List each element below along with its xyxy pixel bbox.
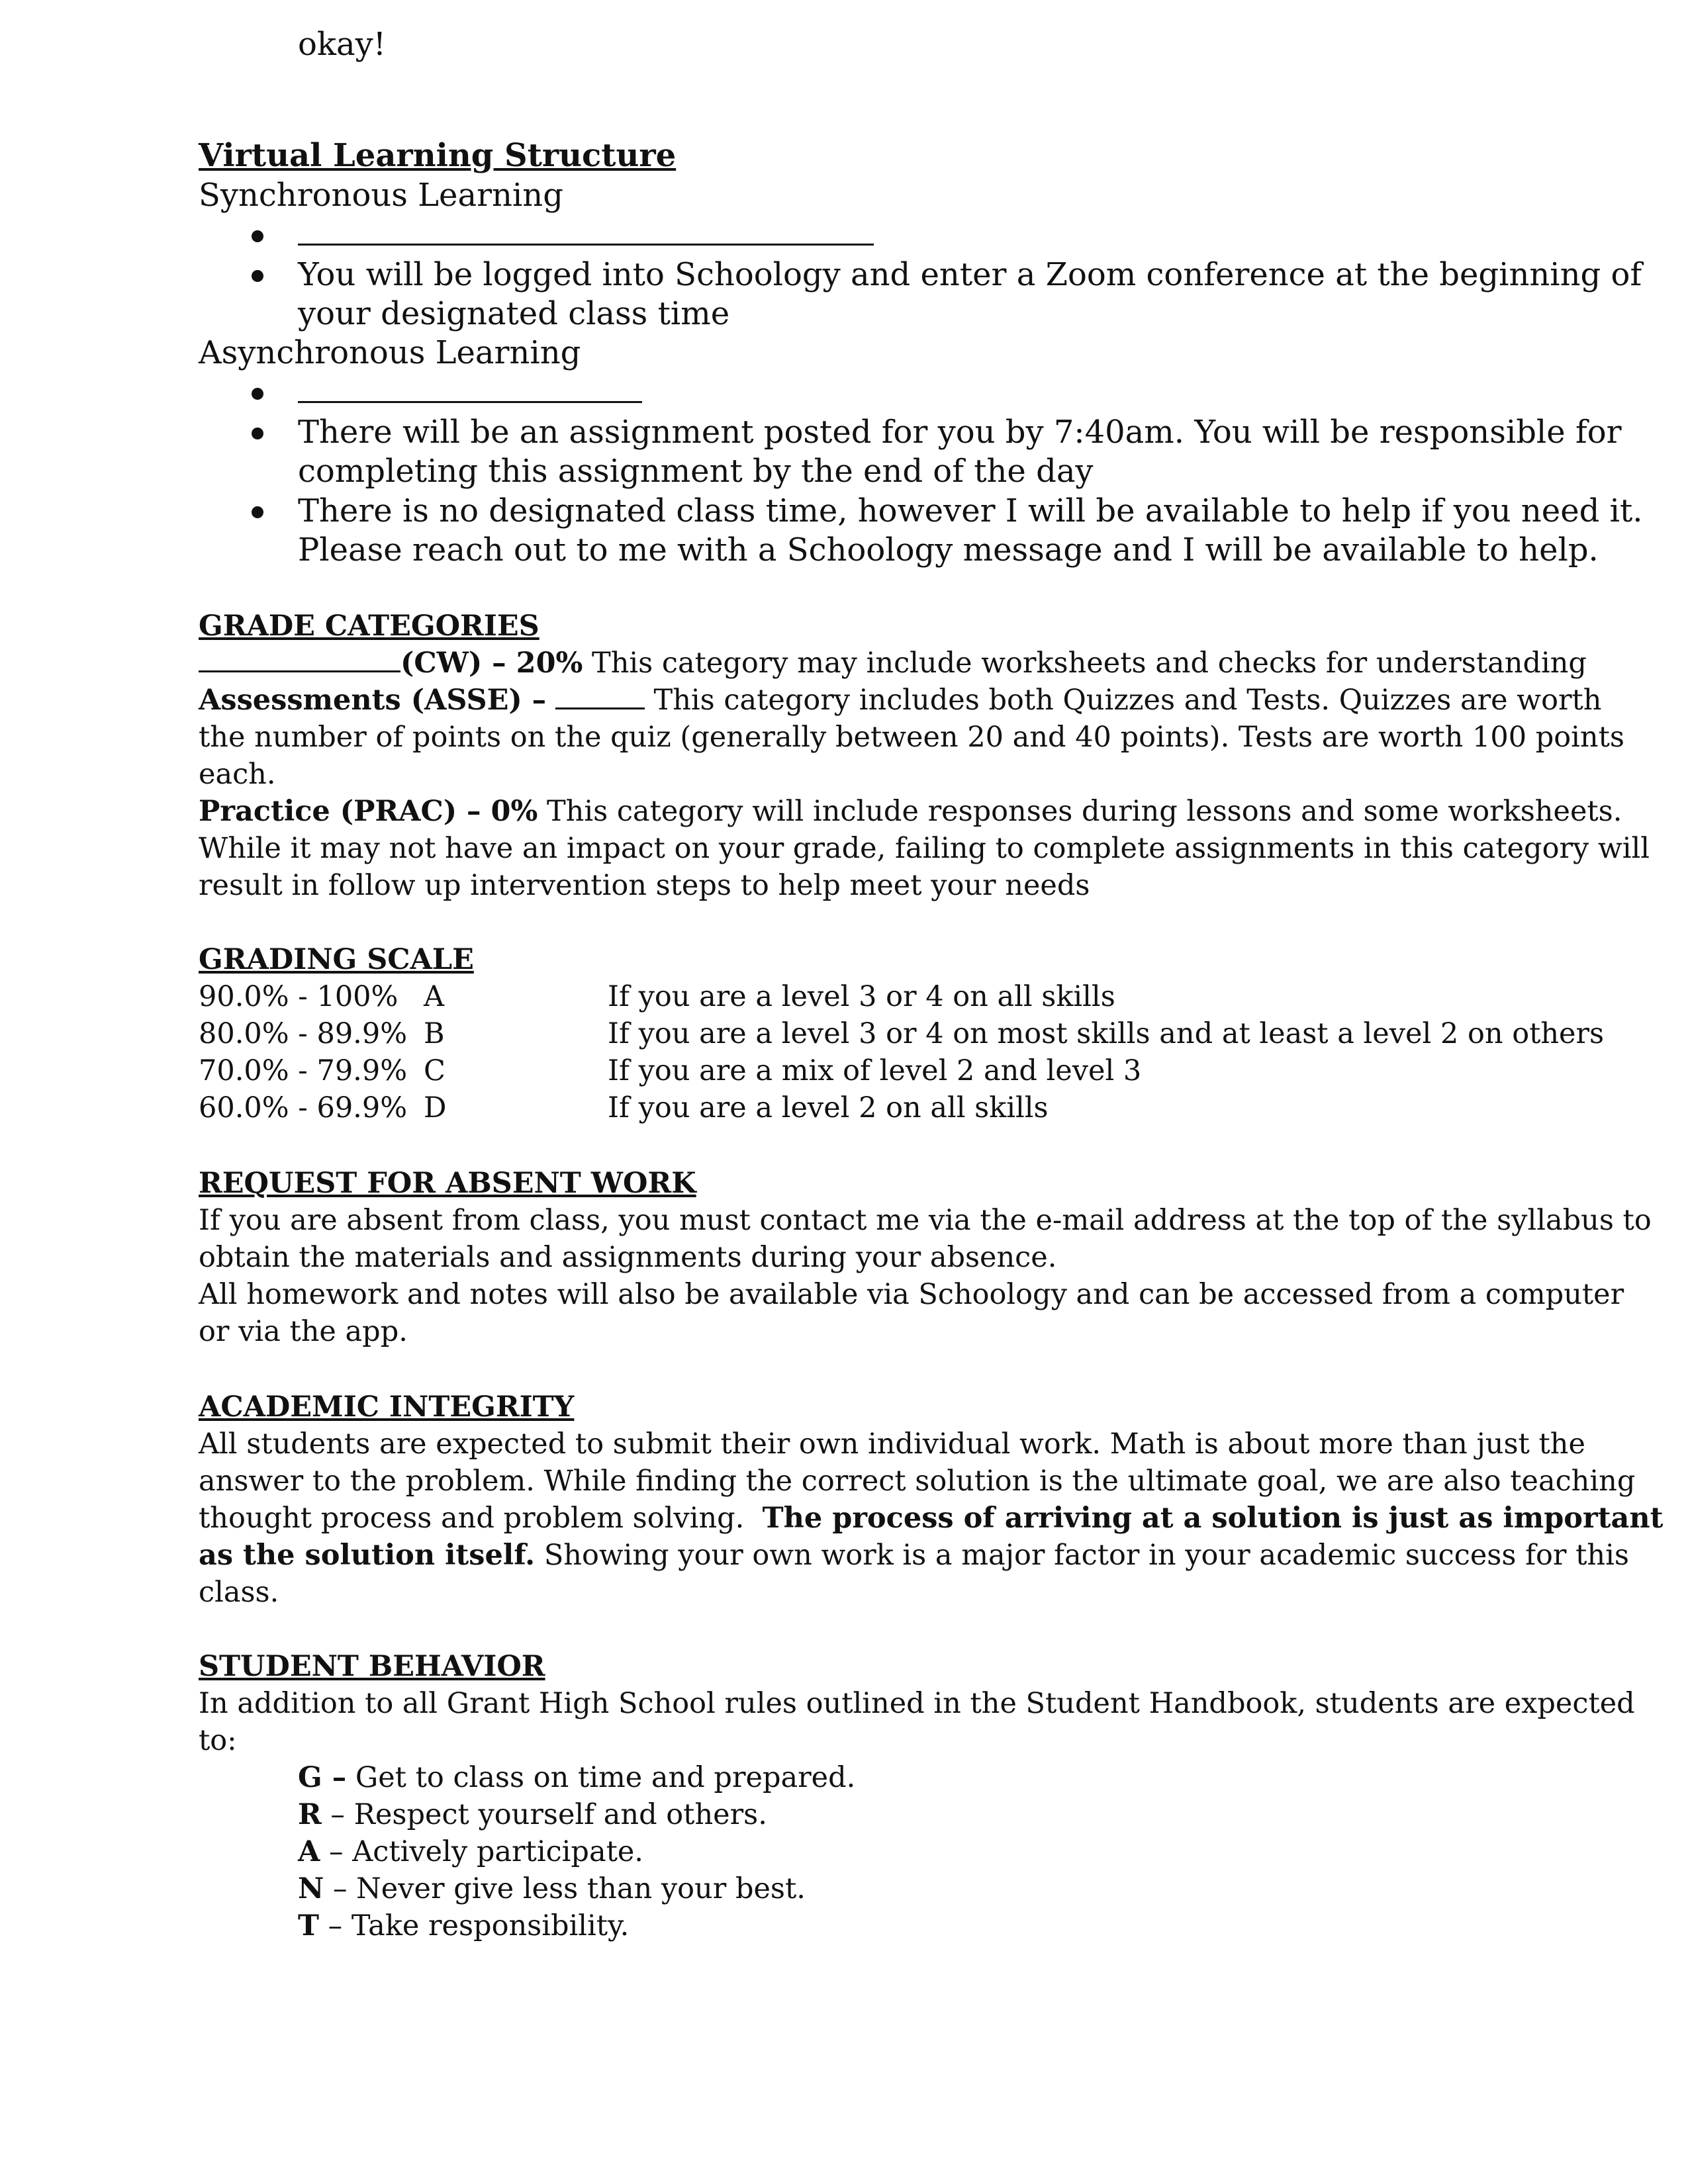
async-bullet-2: There will be an assignment posted for you by 7:40am. You will be responsible for bbox=[298, 414, 1622, 451]
behavior-text: – Respect yourself and others. bbox=[330, 1798, 767, 1831]
behavior-text: – Actively participate. bbox=[329, 1835, 643, 1868]
behavior-text: – Take responsibility. bbox=[328, 1909, 630, 1942]
integrity-line-4 bbox=[199, 1537, 1629, 1574]
prac-text: This category will include responses during lessons and some worksheets. bbox=[546, 795, 1622, 828]
asse-text: This category includes both Quizzes and Tests. Quizzes are worth bbox=[653, 684, 1602, 717]
behavior-letter: N bbox=[298, 1872, 324, 1905]
sync-blank bbox=[298, 216, 874, 254]
async-bullet-2-cont: completing this assignment by the end of the day bbox=[298, 453, 1094, 490]
sync-label: Synchronous Learning bbox=[199, 177, 563, 214]
integrity-line-2: answer to the problem. While finding the correct solution is the ultimate goal, we are also teaching bbox=[199, 1465, 1636, 1498]
integrity-line-4b: Showing your own work is a major factor in your academic success for this bbox=[543, 1539, 1629, 1572]
scale-letter: A bbox=[424, 980, 445, 1013]
sync-bullet-2-cont: your designated class time bbox=[298, 295, 730, 332]
bullet-icon bbox=[252, 388, 263, 400]
absent-line-3: All homework and notes will also be available via Schoology and can be accessed from a computer bbox=[199, 1278, 1624, 1311]
scale-letter: D bbox=[424, 1091, 447, 1124]
bullet-icon bbox=[252, 428, 263, 439]
absent-line-1: If you are absent from class, you must contact me via the e-mail address at the top of the syllabus to bbox=[199, 1204, 1652, 1237]
integrity-line-3b: The process of arriving at a solution is just as important bbox=[762, 1502, 1664, 1535]
cw-line bbox=[199, 645, 1587, 682]
scale-range: 90.0% - 100% bbox=[199, 980, 399, 1013]
integrity-line-1: All students are expected to submit their own individual work. Math is about more than just the bbox=[199, 1428, 1585, 1461]
scale-desc: If you are a level 3 or 4 on all skills bbox=[608, 980, 1115, 1013]
behavior-item bbox=[298, 1759, 855, 1796]
absent-line-2: obtain the materials and assignments during your absence. bbox=[199, 1241, 1057, 1274]
behavior-item bbox=[298, 1833, 643, 1870]
bullet-icon bbox=[252, 506, 263, 518]
behavior-letter: T bbox=[298, 1909, 319, 1942]
behavior-line-1: In addition to all Grant High School rules outlined in the Student Handbook, students are expected bbox=[199, 1687, 1635, 1720]
async-blank bbox=[298, 373, 642, 412]
scale-desc: If you are a level 3 or 4 on most skills and at least a level 2 on others bbox=[608, 1017, 1605, 1050]
asse-text-2: the number of points on the quiz (generally between 20 and 40 points). Tests are worth 100 points bbox=[199, 721, 1624, 754]
integrity-line-4a: as the solution itself. bbox=[199, 1539, 536, 1572]
asse-text-3: each. bbox=[199, 758, 276, 791]
top-line: okay! bbox=[298, 26, 387, 63]
async-bullet-3-cont: Please reach out to me with a Schoology message and I will be available to help. bbox=[298, 531, 1599, 569]
async-bullet-3: There is no designated class time, however I will be available to help if you need it. bbox=[298, 492, 1643, 529]
absent-title: REQUEST FOR ABSENT WORK bbox=[199, 1167, 696, 1200]
async-label: Asynchronous Learning bbox=[199, 334, 581, 371]
prac-line bbox=[199, 793, 1622, 830]
bullet-icon bbox=[252, 230, 263, 242]
prac-text-3: result in follow up intervention steps to help meet your needs bbox=[199, 869, 1090, 902]
bullet-icon bbox=[252, 270, 263, 282]
scale-range: 70.0% - 79.9% bbox=[199, 1054, 408, 1087]
grade-categories-title: GRADE CATEGORIES bbox=[199, 610, 539, 643]
asse-line bbox=[199, 682, 1602, 719]
behavior-letter: A bbox=[298, 1835, 320, 1868]
behavior-text: – Never give less than your best. bbox=[332, 1872, 806, 1905]
scale-letter: B bbox=[424, 1017, 445, 1050]
behavior-line-2: to: bbox=[199, 1724, 237, 1757]
behavior-title: STUDENT BEHAVIOR bbox=[199, 1650, 545, 1683]
integrity-line-3 bbox=[199, 1500, 1664, 1537]
scale-letter: C bbox=[424, 1054, 445, 1087]
behavior-item bbox=[298, 1796, 767, 1833]
prac-text-2: While it may not have an impact on your grade, failing to complete assignments in this category will bbox=[199, 832, 1650, 865]
asse-label: Assessments (ASSE) – bbox=[199, 684, 547, 717]
behavior-letter: G – bbox=[298, 1761, 347, 1794]
absent-line-4: or via the app. bbox=[199, 1315, 408, 1348]
cw-label: (CW) – 20% bbox=[400, 647, 583, 680]
integrity-line-3a: thought process and problem solving. bbox=[199, 1502, 745, 1535]
virtual-title: Virtual Learning Structure bbox=[199, 137, 677, 174]
scale-range: 60.0% - 69.9% bbox=[199, 1091, 408, 1124]
integrity-title: ACADEMIC INTEGRITY bbox=[199, 1390, 575, 1424]
scale-desc: If you are a level 2 on all skills bbox=[608, 1091, 1049, 1124]
behavior-item bbox=[298, 1907, 629, 1944]
grading-scale-title: GRADING SCALE bbox=[199, 943, 474, 976]
scale-desc: If you are a mix of level 2 and level 3 bbox=[608, 1054, 1142, 1087]
behavior-item bbox=[298, 1870, 806, 1907]
prac-label: Practice (PRAC) – 0% bbox=[199, 795, 538, 828]
behavior-text: Get to class on time and prepared. bbox=[355, 1761, 856, 1794]
scale-range: 80.0% - 89.9% bbox=[199, 1017, 408, 1050]
cw-text: This category may include worksheets and checks for understanding bbox=[592, 647, 1587, 680]
integrity-line-5: class. bbox=[199, 1576, 279, 1609]
behavior-letter: R bbox=[298, 1798, 322, 1831]
sync-bullet-2: You will be logged into Schoology and enter a Zoom conference at the beginning of bbox=[298, 256, 1642, 293]
